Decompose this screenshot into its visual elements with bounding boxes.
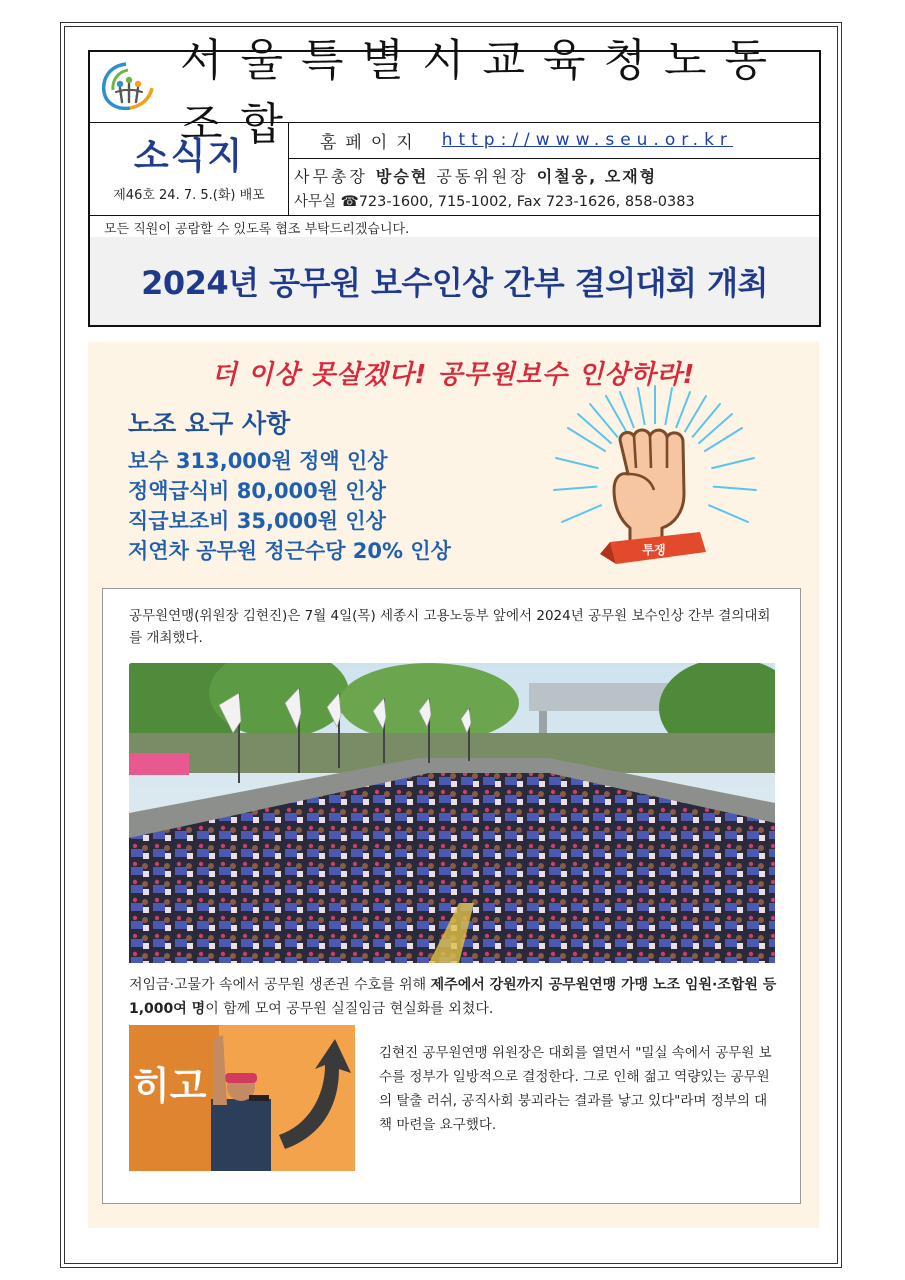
headline: 2024년 공무원 보수인상 간부 결의대회 개최 — [141, 264, 768, 302]
rally-crowd-photo — [129, 663, 775, 963]
officers-mid: 공동위원장 — [428, 167, 537, 186]
homepage-row — [288, 122, 819, 159]
officers-prefix: 사무총장 — [294, 167, 376, 186]
photo-caption — [129, 973, 779, 1021]
newsletter-cell — [90, 122, 289, 215]
poster — [88, 342, 819, 1228]
notice-row — [90, 215, 819, 238]
officers-line — [294, 164, 657, 187]
caption-text-start: 저임금·고물가 속에서 공무원 생존권 수호를 위해 — [129, 977, 431, 993]
masthead — [88, 35, 821, 327]
slogan: 더 이상 못살겠다! 공무원보수 인상하라! — [211, 360, 696, 390]
caption-text-bold: 제주에서 강원까지 공무원연맹 가맹 노조 임원·조합원 등 1,000여 명 — [129, 977, 777, 1017]
chairperson-speaking-photo — [129, 1025, 355, 1171]
demand-item: 저연차 공무원 정근수당 20% 인상 — [128, 539, 451, 563]
demand-item: 정액급식비 80,000원 인상 — [128, 479, 386, 503]
issue-line: 제46호 24. 7. 5.(화) 배포 — [113, 188, 265, 203]
newsletter-label: 소식지 — [133, 136, 245, 177]
union-name: 서울특별시교육청노동조합 — [180, 35, 786, 150]
fist-banner-text: 투쟁 — [642, 543, 666, 557]
raised-fist-icon — [550, 382, 760, 582]
demand-item: 보수 313,000원 정액 인상 — [128, 449, 388, 473]
contact-line: 사무실 ☎723-1600, 715-1002, Fax 723-1626, 858-0383 — [294, 194, 695, 210]
demands-title: 노조 요구 사항 — [128, 409, 291, 438]
circulation-notice: 모든 직원이 공람할 수 있도록 협조 부탁드리겠습니다. — [104, 222, 410, 237]
article-lead: 공무원연맹(위원장 김현진)은 7월 4일(목) 세종시 고용노동부 앞에서 2024년 공무원 보수인상 간부 결의대회를 개최했다. — [129, 608, 771, 646]
homepage-label: 홈페이지 — [320, 132, 422, 153]
headline-box — [90, 237, 819, 325]
co-chairs-names: 이철웅, 오재형 — [536, 167, 658, 186]
secretary-general-name: 방승현 — [375, 167, 429, 186]
union-logo-icon — [98, 60, 156, 112]
speaker-sign-text: 히고 — [133, 1064, 207, 1108]
caption-text-end: 이 함께 모여 공무원 실질임금 현실화를 외쳤다. — [205, 1001, 494, 1017]
article-box — [102, 588, 801, 1204]
contact-block — [288, 158, 819, 215]
masthead-info-row — [90, 122, 819, 216]
chairperson-quote: 김현진 공무원연맹 위원장은 대회를 열면서 "밀실 속에서 공무원 보수를 정부가 일방적으로 결정한다. 그로 인해 젊고 역량있는 공무원의 탈출 러쉬, 공직사회 붕괴라는 결과를 낳고 있다"라며 정부의 대책 마련을 요구했다. — [379, 1045, 772, 1133]
demand-item: 직급보조비 35,000원 인상 — [128, 509, 386, 533]
demands-list — [128, 446, 451, 566]
homepage-link[interactable]: http://www.seu.or.kr — [441, 130, 733, 150]
